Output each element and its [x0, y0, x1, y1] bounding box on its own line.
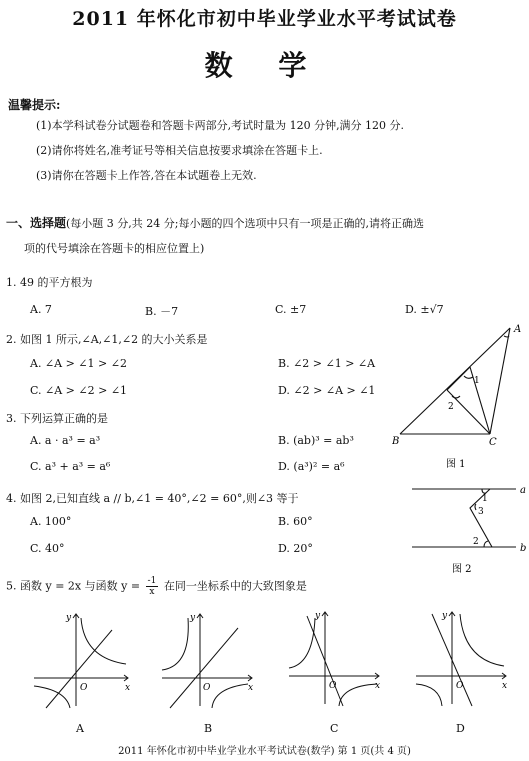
graph-a-line: [46, 630, 112, 708]
q4-option-c: C. 40°: [30, 542, 65, 555]
graph-b-line: [170, 628, 238, 708]
figure-2: [412, 478, 528, 578]
graph-a-x-label: x: [125, 683, 131, 693]
q5-fraction: [146, 576, 159, 597]
graph-b-x-label: x: [248, 683, 254, 693]
fig2-caption: 图 2: [452, 564, 472, 575]
fig2-label-angle-1: 1: [482, 494, 488, 504]
fig1-label-angle-2: 2: [448, 402, 454, 412]
q4-option-b: B. 60°: [278, 515, 313, 528]
q5-stem-b: 在同一坐标系中的大致图象是: [163, 579, 307, 593]
fig2-label-a: a: [520, 485, 526, 496]
q3-option-c: C. a³ + a³ = a⁶: [30, 460, 111, 473]
section-heading: 一、选择题: [6, 216, 67, 230]
q3-option-b: B. (ab)³ = ab³: [278, 434, 354, 447]
graph-a-y-label: y: [66, 613, 72, 623]
q2-option-a: A. ∠A > ∠1 > ∠2: [30, 357, 127, 370]
graph-b-origin: O: [203, 683, 211, 693]
section-heading-line: [6, 214, 424, 231]
fig1-label-angle-1: 1: [474, 376, 480, 386]
graph-c-hyperbola-right: [339, 684, 377, 706]
fig1-label-a: A: [514, 324, 522, 335]
q5-graph-d-label: D: [456, 722, 465, 735]
graph-d-hyperbola-right: [460, 614, 504, 666]
q3-option-d: D. (a³)² = a⁶: [278, 460, 345, 473]
q5-graph-c: [285, 606, 385, 711]
tips-heading: 温馨提示:: [8, 98, 61, 112]
q5-stem-a: 5. 函数 y = 2x 与函数 y =: [6, 579, 141, 593]
fig2-label-b: b: [520, 543, 527, 554]
figure-1: [392, 322, 528, 472]
q2-option-b: B. ∠2 > ∠1 > ∠A: [278, 357, 376, 370]
q3-option-a: A. a · a³ = a³: [30, 434, 101, 447]
q5-graph-b-label: B: [204, 722, 213, 735]
q4-option-d: D. 20°: [278, 542, 313, 555]
graph-b-y-label: y: [190, 613, 196, 623]
fig1-angle-1-arc: [464, 376, 473, 378]
exam-title: 2011 年怀化市初中毕业学业水平考试试卷: [72, 8, 457, 30]
graph-c-y-label: y: [315, 611, 321, 621]
q2-option-c: C. ∠A > ∠2 > ∠1: [30, 384, 128, 397]
graph-a-origin: O: [80, 683, 88, 693]
subject-title: 数 学: [204, 49, 325, 82]
fig1-inner-line-3: [447, 367, 470, 390]
q2-option-d: D. ∠2 > ∠A > ∠1: [278, 384, 376, 397]
q5-graph-d: [412, 606, 512, 711]
fig2-angle-3-arc: [475, 504, 476, 510]
section-instruction: (每小题 3 分,共 24 分;每小题的四个选项中只有一项是正确的,请将正确选: [66, 217, 424, 230]
q1-stem: 1. 49 的平方根为: [6, 276, 93, 289]
q5-fraction-denominator: x: [149, 587, 155, 597]
fig1-label-c: C: [489, 437, 497, 448]
graph-c-origin: O: [329, 681, 337, 691]
fig2-label-angle-2: 2: [473, 537, 479, 547]
fig1-angle-a-arc: [504, 336, 509, 337]
fig2-angle-1-arc: [482, 489, 486, 493]
graph-a-hyperbola-left: [34, 686, 70, 708]
q1-option-c: C. ±7: [275, 303, 307, 316]
q1-option-b: B. －7: [145, 305, 179, 318]
graph-d-hyperbola-left: [416, 684, 442, 706]
q5-fraction-numerator: -1: [147, 576, 157, 586]
tip-item-1: (1)本学科试卷分试题卷和答题卡两部分,考试时量为 120 分钟,满分 120 分.: [36, 119, 405, 132]
q5-graph-c-label: C: [330, 722, 339, 735]
graph-c-x-label: x: [375, 681, 381, 691]
q1-option-d: D. ±√7: [405, 303, 444, 316]
q5-graph-b: [158, 608, 258, 713]
q4-stem: 4. 如图 2,已知直线 a // b,∠1 = 40°,∠2 = 60°,则∠3 等于: [6, 492, 299, 505]
graph-d-y-label: y: [442, 611, 448, 621]
graph-b-hyperbola-left: [162, 618, 188, 670]
graph-d-x-label: x: [502, 681, 508, 691]
q5-graph-a-label: A: [76, 722, 84, 735]
graph-d-origin: O: [456, 681, 464, 691]
fig1-label-b: B: [392, 436, 400, 447]
tip-item-3: (3)请你在答题卡上作答,答在本试题卷上无效.: [36, 169, 257, 182]
tip-item-2: (2)请你将姓名,准考证号等相关信息按要求填涂在答题卡上.: [36, 144, 323, 157]
q5-stem: [6, 576, 307, 597]
fig2-angle-2-arc: [484, 541, 488, 547]
section-instruction-cont: 项的代号填涂在答题卡的相应位置上): [24, 242, 205, 255]
q2-stem: 2. 如图 1 所示,∠A,∠1,∠2 的大小关系是: [6, 333, 208, 346]
fig2-label-angle-3: 3: [478, 507, 484, 517]
q3-stem: 3. 下列运算正确的是: [6, 412, 108, 425]
q5-graph-a: [30, 608, 135, 713]
q4-option-a: A. 100°: [30, 515, 72, 528]
page-footer: 2011 年怀化市初中毕业学业水平考试试卷(数学) 第 1 页(共 4 页): [118, 746, 411, 757]
graph-b-hyperbola-right: [212, 684, 248, 708]
fig1-caption: 图 1: [446, 459, 466, 470]
graph-a-hyperbola-right: [81, 618, 126, 664]
q1-option-a: A. 7: [30, 303, 52, 316]
